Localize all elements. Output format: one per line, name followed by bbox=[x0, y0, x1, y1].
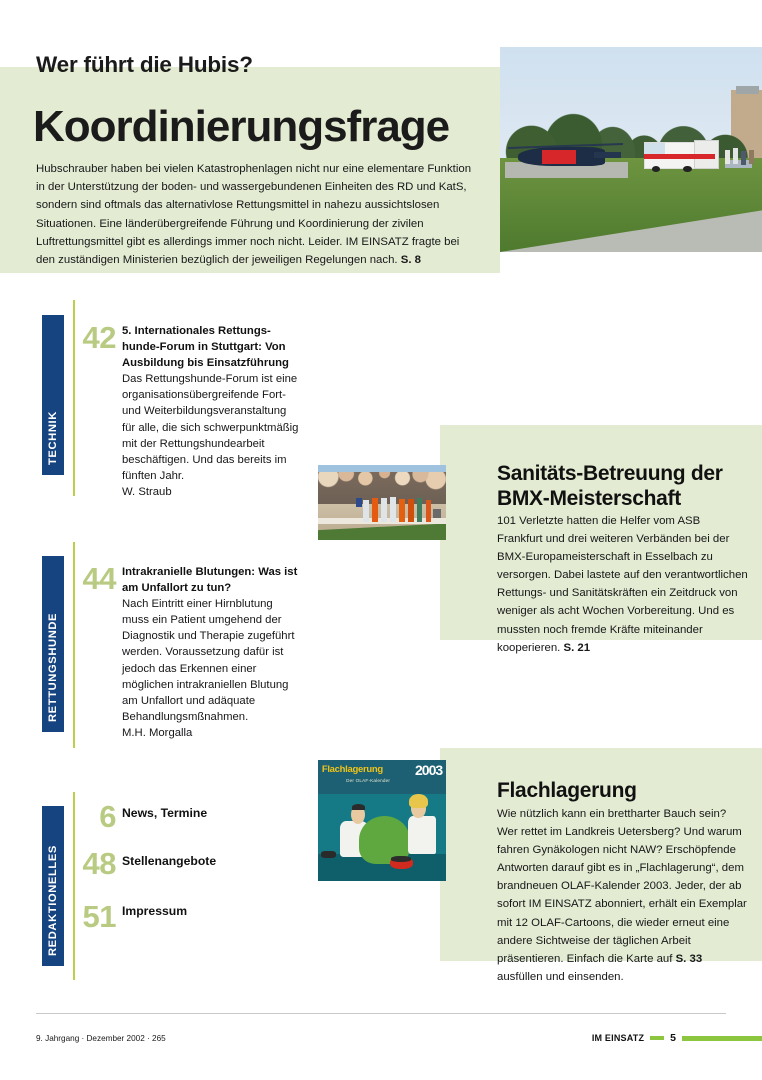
calendar-cover-title: Flachlagerung bbox=[321, 763, 383, 775]
section-rule-technik bbox=[73, 300, 75, 496]
toc-row-stellenangebote-page-number: 48 bbox=[82, 846, 116, 881]
footer-page-number: 5 bbox=[670, 1032, 676, 1044]
toc-row-news-page-number: 6 bbox=[99, 799, 116, 834]
toc-entry-44-text bbox=[122, 564, 302, 741]
toc-entry-44-headline: Intrakranielle Blutungen: Was ist am Unfallort zu tun? bbox=[122, 566, 298, 595]
category-tab-redaktionelles[interactable] bbox=[42, 806, 64, 966]
lead-kicker: Wer führt die Hubis? bbox=[36, 52, 253, 77]
toc-row-news-label: News, Termine bbox=[122, 806, 208, 820]
lead-title: Koordinierungsfrage bbox=[33, 102, 450, 152]
feature-photo-olaf-calendar bbox=[318, 760, 446, 881]
lead-body: Hubschrauber haben bei vielen Katastrophenlagen nicht nur eine elementare Funktion in der Unterstützung der boden- und wassergebundenen Einheiten des RD und KatS, sondern sind oftmals das alternativlose Rettungsmittel in nahezu aussichtslosen Situationen. Eine länderübergreifende Führung und Koordinierung der zivilen Luftrettungsmittel gibt es allerdings immer noch nicht. Leider. IM EINSATZ fragte bei den zuständigen Ministerien bezüglich der jeweiligen Regelungen nach. S. 8 bbox=[36, 163, 472, 267]
toc-row-stellenangebote-label: Stellenangebote bbox=[122, 854, 217, 868]
category-tab-technik-label: TECHNIK bbox=[47, 411, 59, 465]
lead-story-photo bbox=[500, 47, 762, 252]
section-rule-rettungshunde bbox=[73, 542, 75, 748]
footer-accent-bar-icon bbox=[682, 1036, 762, 1041]
section-rule-redaktionelles bbox=[73, 792, 75, 980]
feature-body-bmx: 101 Verletzte hatten die Helfer vom ASB Frankfurt und drei weiteren Verbänden bei der BMX-Europameisterschaft in Esselbach zu versorgen. Dabei lastete auf den verantwortlichen Rettungs- und Sanitätskräften ein Zeitdruck von weniger als acht Wochen Vorbereitung. Und es mussten noch fremde Kräfte miteinander kooperieren. S. 21 bbox=[497, 515, 748, 654]
toc-entry-42-text bbox=[122, 323, 302, 500]
toc-entry-42-body: Das Rettungshunde-Forum ist eine organisationsübergreifende Fort- und Weiterbildungsveranstaltung für alle, die sich schwerpunktmäßig mit der Rettungshundearbeit beschäftigen. Und das bereits im fünften Jahr. bbox=[122, 373, 299, 482]
category-tab-redaktionelles-label: REDAKTIONELLES bbox=[47, 845, 59, 956]
toc-entry-44-page-number: 44 bbox=[82, 561, 116, 596]
footer-divider bbox=[36, 1013, 726, 1014]
footer-brand-block bbox=[592, 1031, 762, 1045]
feature-photo-bmx bbox=[318, 465, 446, 540]
footer-brand-name: IM EINSATZ bbox=[591, 1033, 645, 1043]
toc-entry-42-headline: 5. Internationales Rettungs-hunde-Forum in Stuttgart: Von Ausbildung bis Einsatzführung bbox=[122, 325, 289, 370]
toc-entry-44-body: Nach Eintritt einer Hirnblutung muss ein Patient umgehend der Diagnostik und Therapie zugeführt werden. Voraussetzung dafür ist jedoch das Erkennen einer möglichen intrakraniellen Blutung am Unfallort und adäquate Behandlungsmßnahmen. bbox=[122, 598, 295, 723]
toc-row-impressum-label: Impressum bbox=[122, 904, 188, 918]
toc-entry-42-author: W. Straub bbox=[122, 485, 172, 498]
footer-issue-info: 9. Jahrgang · Dezember 2002 · 265 bbox=[36, 1034, 166, 1043]
category-tab-technik[interactable] bbox=[42, 315, 64, 475]
feature-body-flachlagerung: Wie nützlich kann ein brettharter Bauch sein? Wer rettet im Landkreis Uetersberg? Und warum fahren Gynäkologen nicht NAW? Erschöpfende Antworten darauf gibt es in „Flachlagerung“, dem brandneuen OLAF-Kalender 2003. Jeder, der ab sofort IM EINSATZ abonniert, erhält ein Exemplar mit 12 OLAF-Cartoons, die wieder erneut eine andere Sichtweise der täglichen Arbeit präsentieren. Einfach die Karte auf S. 33 ausfüllen und einsenden. bbox=[497, 808, 747, 983]
category-tab-rettungshunde-label: RETTUNGSHUNDE bbox=[47, 612, 59, 722]
toc-entry-44-author: M.H. Morgalla bbox=[122, 726, 193, 739]
toc-entry-42-page-number: 42 bbox=[82, 320, 116, 355]
calendar-cover-subtitle: Der OLAF-Kalender bbox=[346, 778, 391, 784]
feature-title-flachlagerung: Flachlagerung bbox=[497, 779, 637, 803]
feature-title-bmx: Sanitäts-Betreuung der BMX-Meisterschaft bbox=[497, 462, 723, 511]
footer-accent-dash-icon bbox=[650, 1036, 664, 1040]
category-tab-rettungshunde[interactable] bbox=[42, 556, 64, 732]
calendar-cover-year: 2003 bbox=[415, 762, 443, 779]
toc-row-impressum-page-number: 51 bbox=[82, 899, 116, 934]
